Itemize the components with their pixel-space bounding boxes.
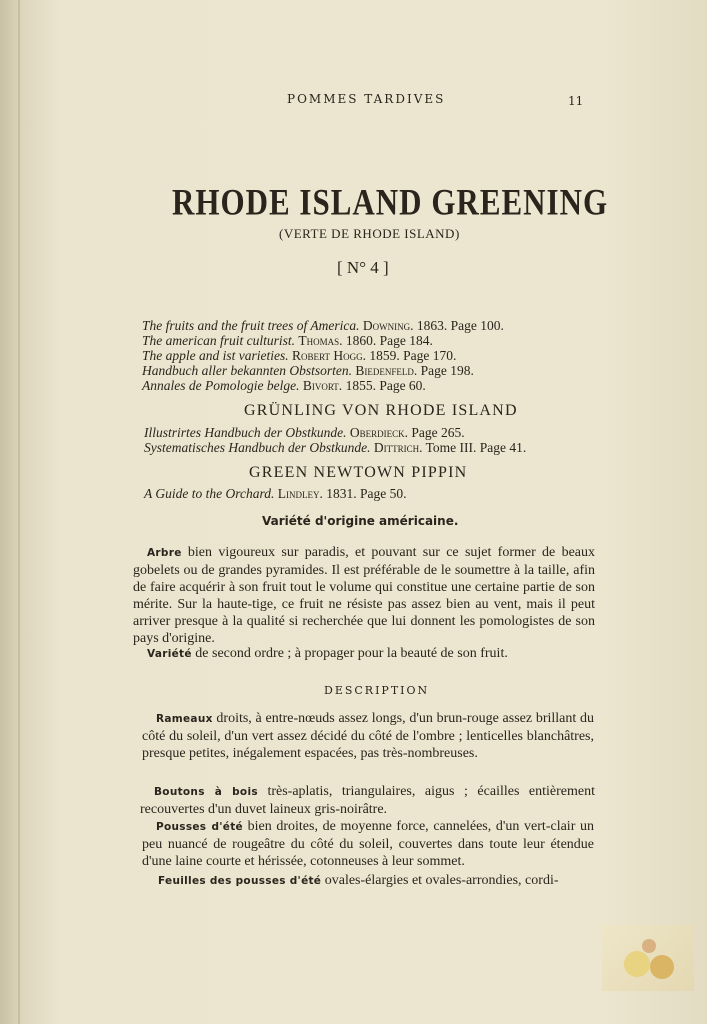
pousses-paragraph [142, 818, 594, 870]
boutons-label: Boutons à bois [154, 786, 258, 798]
reference-line: Handbuch aller bekannten Obstsorten. Biedenfeld. Page 198. [142, 363, 474, 378]
rameaux-label: Rameaux [156, 713, 213, 725]
boutons-text: très-aplatis, triangulaires, aigus ; écailles entièrement recouvertes d'un duvet laineux gris-noirâtre. [140, 784, 596, 817]
page-title: RHODE ISLAND GREENING [172, 181, 609, 223]
page-subtitle: (VERTE DE RHODE ISLAND) [279, 226, 460, 241]
variete-paragraph [147, 645, 587, 663]
arbre-paragraph [133, 544, 595, 647]
reference-line: Illustrirtes Handbuch der Obstkunde. Oberdieck. Page 265. [144, 425, 465, 440]
rameaux-paragraph [142, 710, 594, 762]
variety-number: [ N° 4 ] [337, 258, 389, 277]
apple-icon [650, 955, 674, 979]
feuilles-text: ovales-élargies et ovales-arrondies, cordi- [324, 873, 559, 888]
reference-line: The fruits and the fruit trees of America. Downing. 1863. Page 100. [142, 318, 504, 333]
references-group-1 [142, 318, 504, 393]
reference-line: Annales de Pomologie belge. Bivort. 1855. Page 60. [142, 378, 426, 393]
apple-icon [624, 951, 650, 977]
page-gutter [18, 0, 20, 1024]
reference-line: The apple and ist varieties. Robert Hogg. 1859. Page 170. [142, 348, 457, 363]
origin-note: Variété d'origine américaine. [262, 514, 459, 528]
reference-line: A Guide to the Orchard. Lindley. 1831. Page 50. [144, 486, 407, 501]
pousses-text: bien droites, de moyenne force, cannelées, d'un vert-clair un peu nuancé de rougeâtre du côté du soleil, couvertes dans toute leur étendue d'une laine courte et hérissée, cotonneuses à leur sommet. [142, 819, 595, 869]
boutons-paragraph [140, 783, 595, 818]
page-number: 11 [568, 94, 584, 108]
pousses-label: Pousses d'été [156, 821, 243, 833]
reference-line: Systematisches Handbuch der Obstkunde. Dittrich. Tome III. Page 41. [144, 440, 527, 455]
description-heading: DESCRIPTION [324, 684, 430, 697]
synonym-heading-1: GRÜNLING VON RHODE ISLAND [244, 402, 518, 419]
running-head: POMMES TARDIVES [287, 92, 446, 106]
apple-icon [642, 939, 656, 953]
arbre-label: Arbre [147, 547, 182, 559]
reference-line: The american fruit culturist. Thomas. 1860. Page 184. [142, 333, 433, 348]
references-group-2 [144, 425, 526, 455]
arbre-text: bien vigoureux sur paradis, et pouvant sur ce sujet former de beaux gobelets ou de grandes pyramides. Il est préférable de le soumettre à la taille, afin de faire acquérir à son fruit tout le volume qui constitue une certaine partie de son mérite. Sur la haute-tige, ce fruit ne résiste pas assez bien au vent, mais il peut arriver presque à la qualité si recherchée que lui donnent les pomologistes de son pays d'origine. [133, 545, 595, 646]
apple-illustration-thumbnail [602, 925, 694, 991]
feuilles-label: Feuilles des pousses d'été [158, 875, 322, 887]
variete-label: Variété [147, 648, 192, 660]
references-group-3 [144, 486, 406, 501]
feuilles-paragraph [158, 872, 594, 890]
synonym-heading-2: GREEN NEWTOWN PIPPIN [249, 464, 468, 481]
rameaux-text: droits, à entre-nœuds assez longs, d'un brun-rouge assez brillant du côté du soleil, d'un vert assez décidé du côté de l'ombre ; lenticelles blanchâtres, presque petites, inégalement espacées, pas très-nombreuses. [142, 711, 595, 761]
variete-text: de second ordre ; à propager pour la beauté de son fruit. [195, 646, 508, 661]
